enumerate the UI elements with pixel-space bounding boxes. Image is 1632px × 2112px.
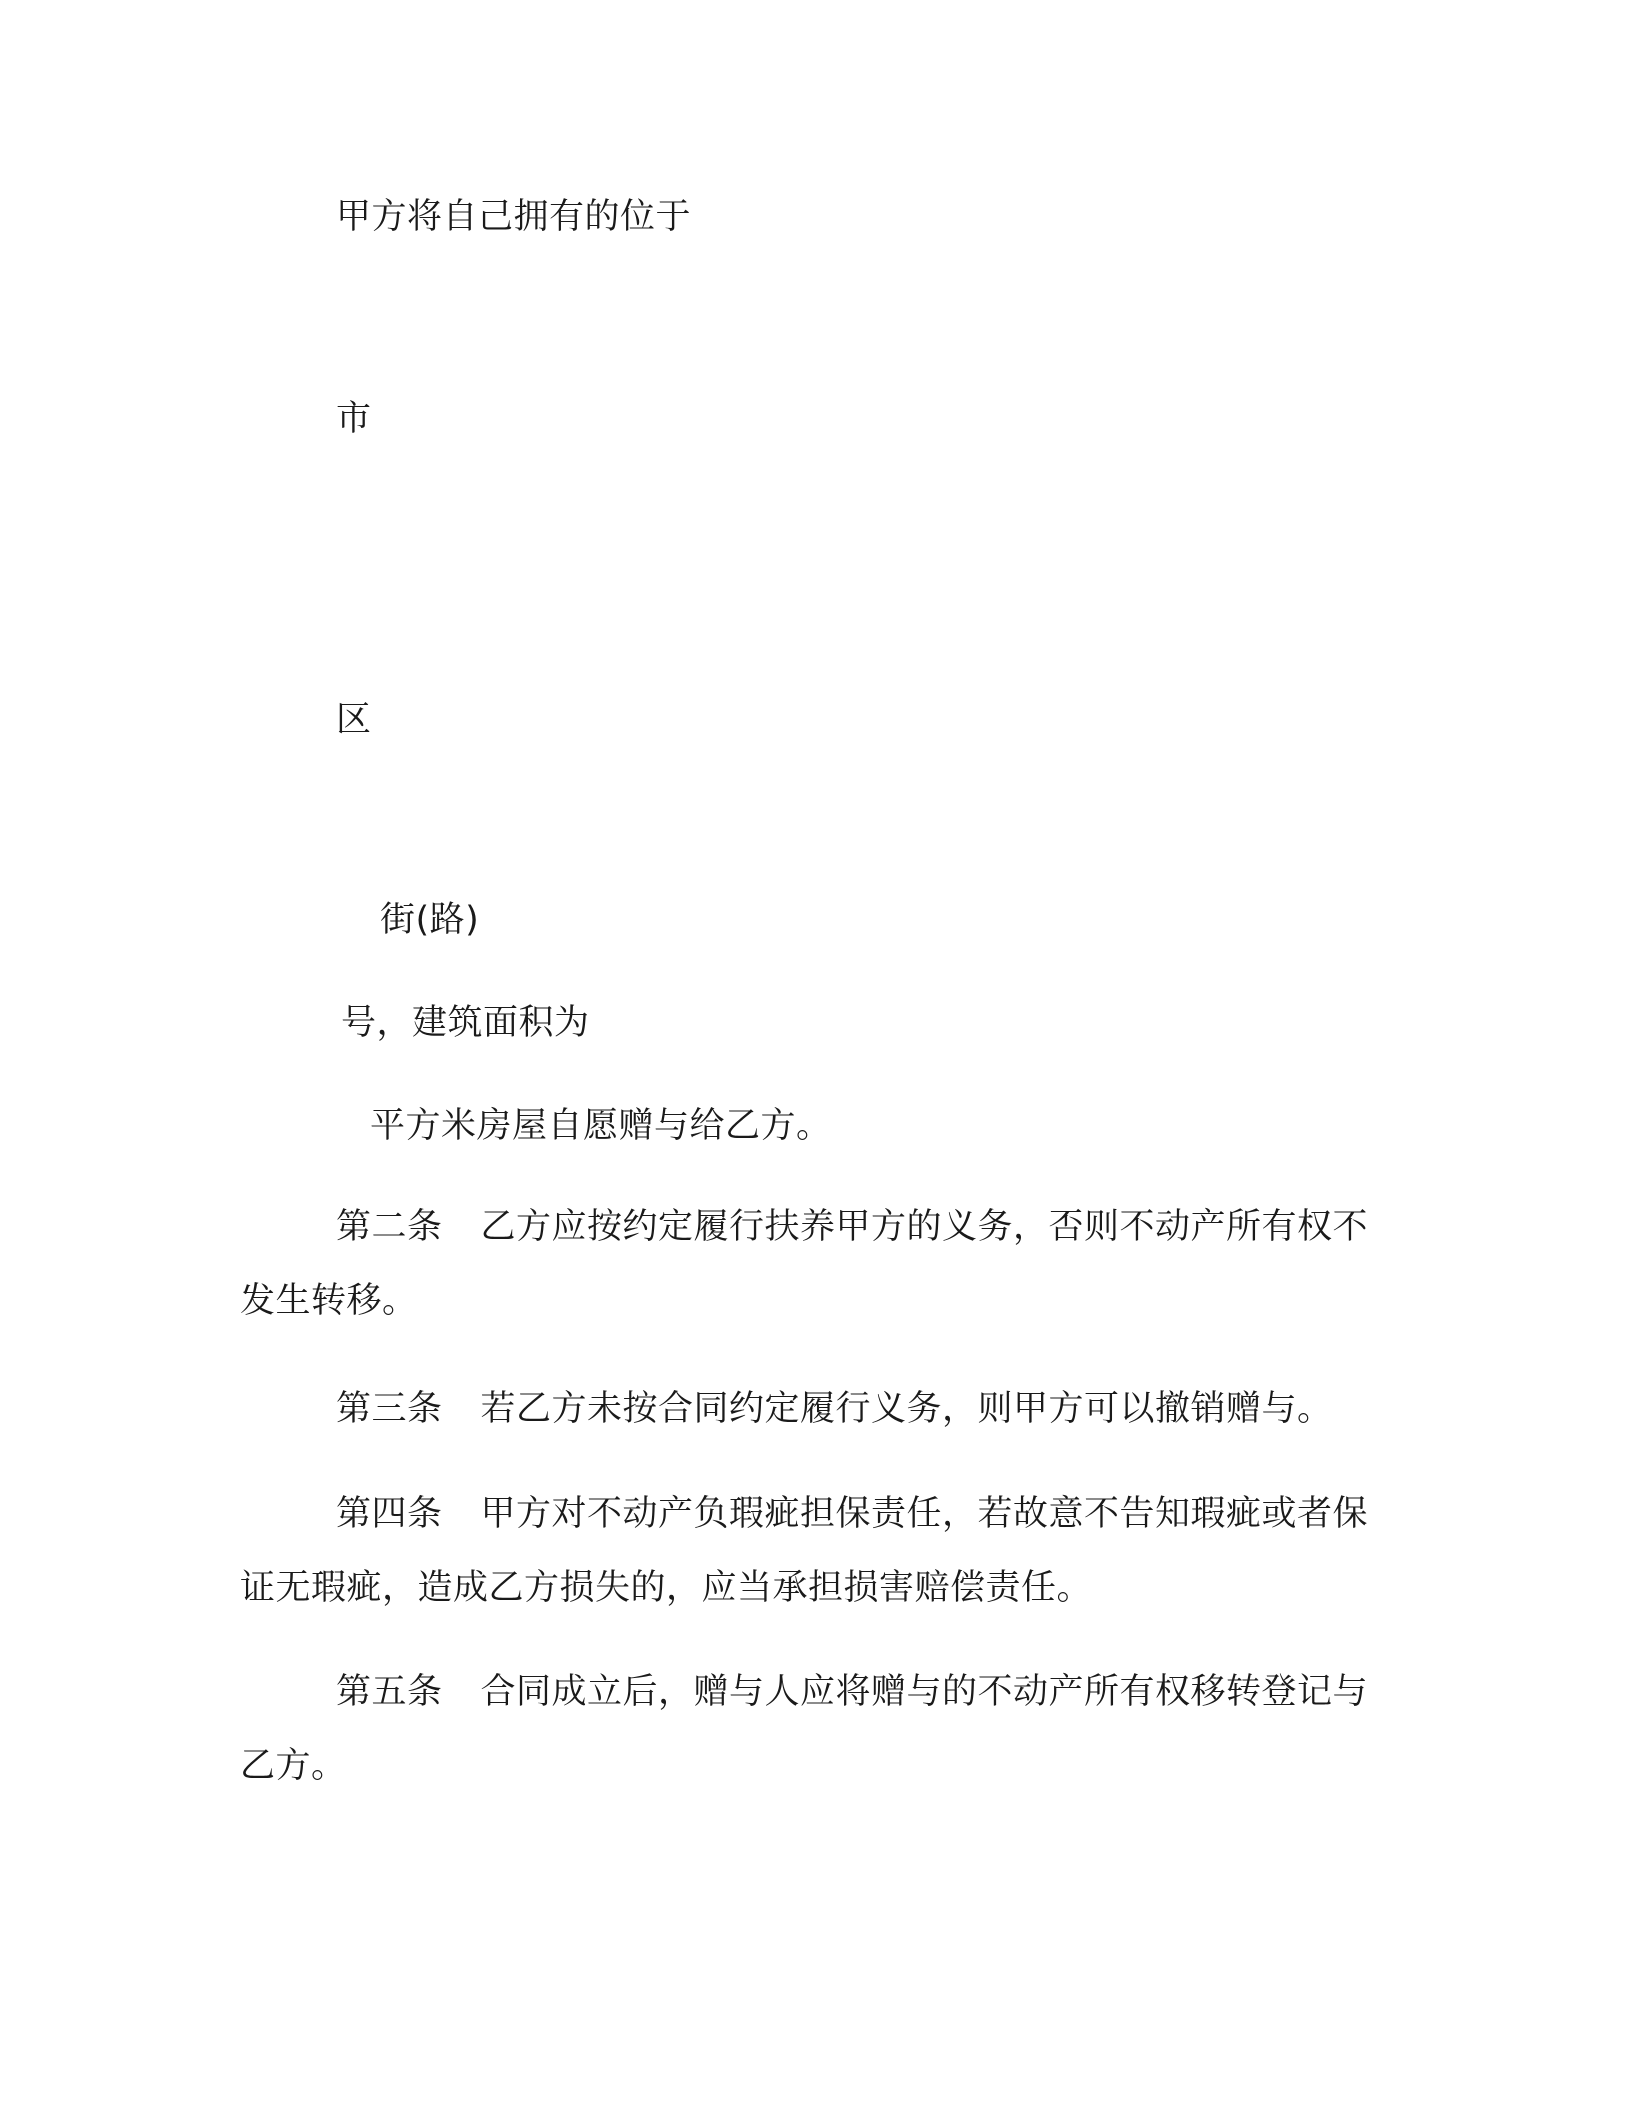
article-4-text: 甲方对不动产负瑕疵担保责任，若故意不告知瑕疵或者保证无瑕疵，造成乙方损失的，应当承担损害赔偿责任。 [240,1494,1369,1608]
address-line-donation: 平方米房屋自愿赠与给乙方。 [370,1106,832,1146]
article-5 [240,1655,1380,1803]
article-3-text: 若乙方未按合同约定履行义务，则甲方可以撤销赠与。 [480,1389,1333,1429]
article-5-label: 第五条 [336,1672,443,1712]
article-5-text: 合同成立后，赠与人应将赠与的不动产所有权移转登记与乙方。 [240,1672,1369,1786]
address-line-city: 市 [336,399,372,439]
address-line-intro: 甲方将自己拥有的位于 [336,197,692,237]
address-line-district: 区 [336,700,372,740]
article-2-text: 乙方应按约定履行扶养甲方的义务，否则不动产所有权不发生转移。 [240,1207,1369,1321]
address-line-number-area: 号，建筑面积为 [341,1003,590,1043]
article-4-label: 第四条 [336,1494,443,1534]
article-3-label: 第三条 [336,1389,443,1429]
article-2-label: 第二条 [336,1207,443,1247]
article-3 [240,1372,1380,1446]
article-4 [240,1477,1380,1625]
address-line-street: 街(路) [380,900,480,940]
article-2 [240,1190,1380,1338]
